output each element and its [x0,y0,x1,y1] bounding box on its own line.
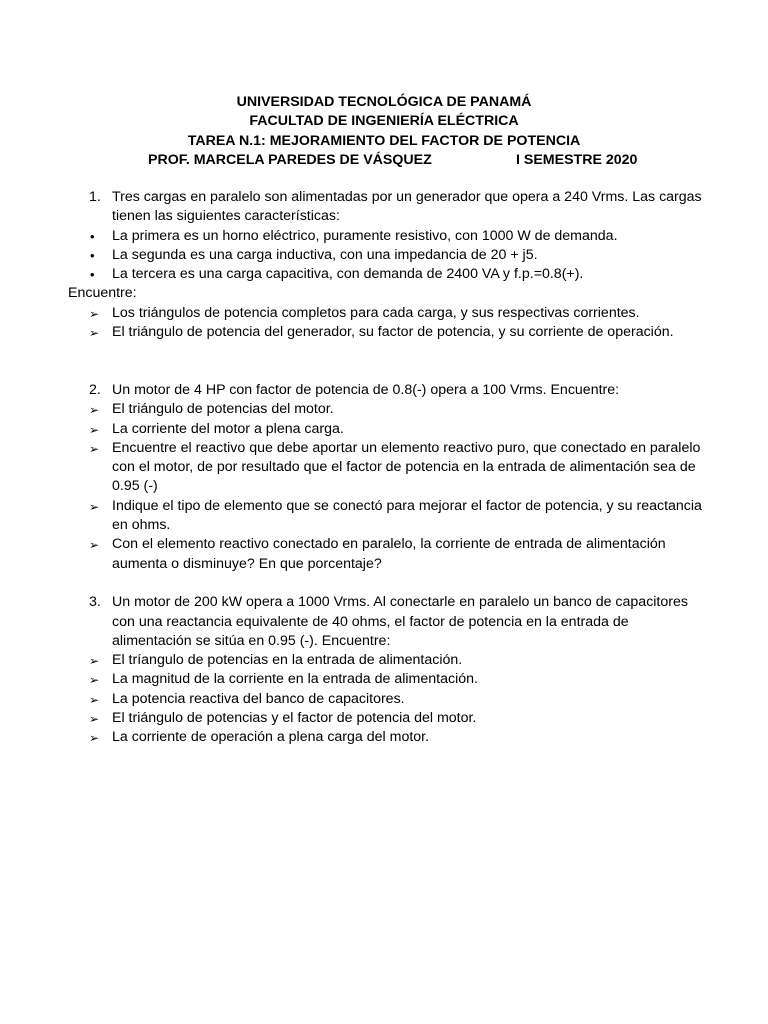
semester: I SEMESTRE 2020 [516,152,638,169]
problem-1-find-label: Encuentre: [68,285,137,302]
faculty-title: FACULTAD DE INGENIERÍA ELÉCTRICA [249,113,519,130]
problem-3-statement [0,593,702,651]
university-title: UNIVERSIDAD TECNOLÓGICA DE PANAMÁ [236,94,532,110]
list-item-text: La corriente de operación a plena carga del motor. [112,729,430,746]
arrow-bullet-icon: ➢ [89,326,100,341]
problem-3-text: Un motor de 200 kW opera a 1000 Vrms. Al conectarle en paralelo un banco de capacitores con una reactancia equivalente de 40 ohms, el factor de potencia en la entrada de alimentación se sitúa en 0.95 (-). Encuentre: [112,594,688,649]
problem-3-task-1 [0,651,702,670]
arrow-bullet-icon: ➢ [89,654,100,669]
arrow-bullet-icon: ➢ [89,538,100,553]
problem-1-task-2 [0,323,702,342]
professor-name: PROF. MARCELA PAREDES DE VÁSQUEZ [148,152,432,169]
bullet-icon: • [90,228,95,244]
arrow-bullet-icon: ➢ [89,731,100,746]
document-header [0,93,768,171]
problem-1-number: 1. [89,189,101,205]
problem-2-text: Un motor de 4 HP con factor de potencia de 0.8(-) opera a 100 Vrms. Encuentre: [112,381,620,398]
problem-2-statement [0,381,702,400]
problem-3-task-5 [0,728,702,747]
problem-2-task-1 [0,400,702,419]
problem-1-statement [0,188,702,227]
problem-1-load-2 [0,246,702,265]
list-item-text: El triángulo de potencias del motor. [112,401,334,418]
bullet-icon: • [90,267,95,283]
list-item-text: El triángulo de potencia del generador, su factor de potencia, y su corriente de operación. [112,324,674,341]
problem-2-task-4 [0,497,702,536]
arrow-bullet-icon: ➢ [89,692,100,707]
arrow-bullet-icon: ➢ [89,712,100,727]
arrow-bullet-icon: ➢ [89,403,100,418]
list-item-text: La magnitud de la corriente en la entrada de alimentación. [112,671,478,688]
task-title: TAREA N.1: MEJORAMIENTO DEL FACTOR DE POTENCIA [187,132,581,149]
list-item-text: El triángulo de potencias y el factor de potencia del motor. [112,710,477,727]
arrow-bullet-icon: ➢ [89,422,100,437]
list-item-text: La primera es un horno eléctrico, puramente resistivo, con 1000 W de demanda. [112,227,618,244]
list-item-text: La tercera es una carga capacitiva, con demanda de 2400 VA y f.p.=0.8(+). [112,266,584,283]
professor-line [0,151,768,170]
document-body [0,188,768,748]
problem-1-load-3 [0,265,702,284]
problem-1-text: Tres cargas en paralelo son alimentadas por un generador que opera a 240 Vrms. Las cargas tienen las siguientes características: [112,189,702,225]
problem-3-task-3 [0,690,702,709]
spacer [0,574,768,593]
list-item-text: La potencia reactiva del banco de capacitores. [112,690,405,707]
list-item-text: Con el elemento reactivo conectado en paralelo, la corriente de entrada de alimentación aumenta o disminuye? En que porcentaje? [112,536,666,572]
problem-2-task-5 [0,535,702,574]
arrow-bullet-icon: ➢ [89,441,100,456]
arrow-bullet-icon: ➢ [89,306,100,321]
list-item-text: El tríangulo de potencias en la entrada de alimentación. [112,652,463,669]
problem-3-task-2 [0,670,702,689]
problem-2-task-3 [0,439,702,497]
problem-2-task-2 [0,420,702,439]
problem-3-number: 3. [89,594,101,611]
bullet-icon: • [90,247,95,263]
list-item-text: Los triángulos de potencia completos para cada carga, y sus respectivas corrientes. [112,304,640,321]
spacer [0,342,768,381]
list-item-text: Encuentre el reactivo que debe aportar un elemento reactivo puro, que conectado en paralelo con el motor, de por resultado que el factor de potencia en la entrada de alimentación sea de 0.95 (-) [112,439,701,495]
problem-1-load-1 [0,227,702,246]
list-item-text: La corriente del motor a plena carga. [112,420,344,437]
problem-1-task-1 [0,304,702,323]
problem-2-number: 2. [89,381,101,398]
list-item-text: La segunda es una carga inductiva, con una impedancia de 20 + j5. [112,246,538,263]
arrow-bullet-icon: ➢ [89,499,100,514]
arrow-bullet-icon: ➢ [89,673,100,688]
list-item-text: Indique el tipo de elemento que se conectó para mejorar el factor de potencia, y su reactancia en ohms. [112,497,702,534]
problem-3-task-4 [0,709,702,728]
